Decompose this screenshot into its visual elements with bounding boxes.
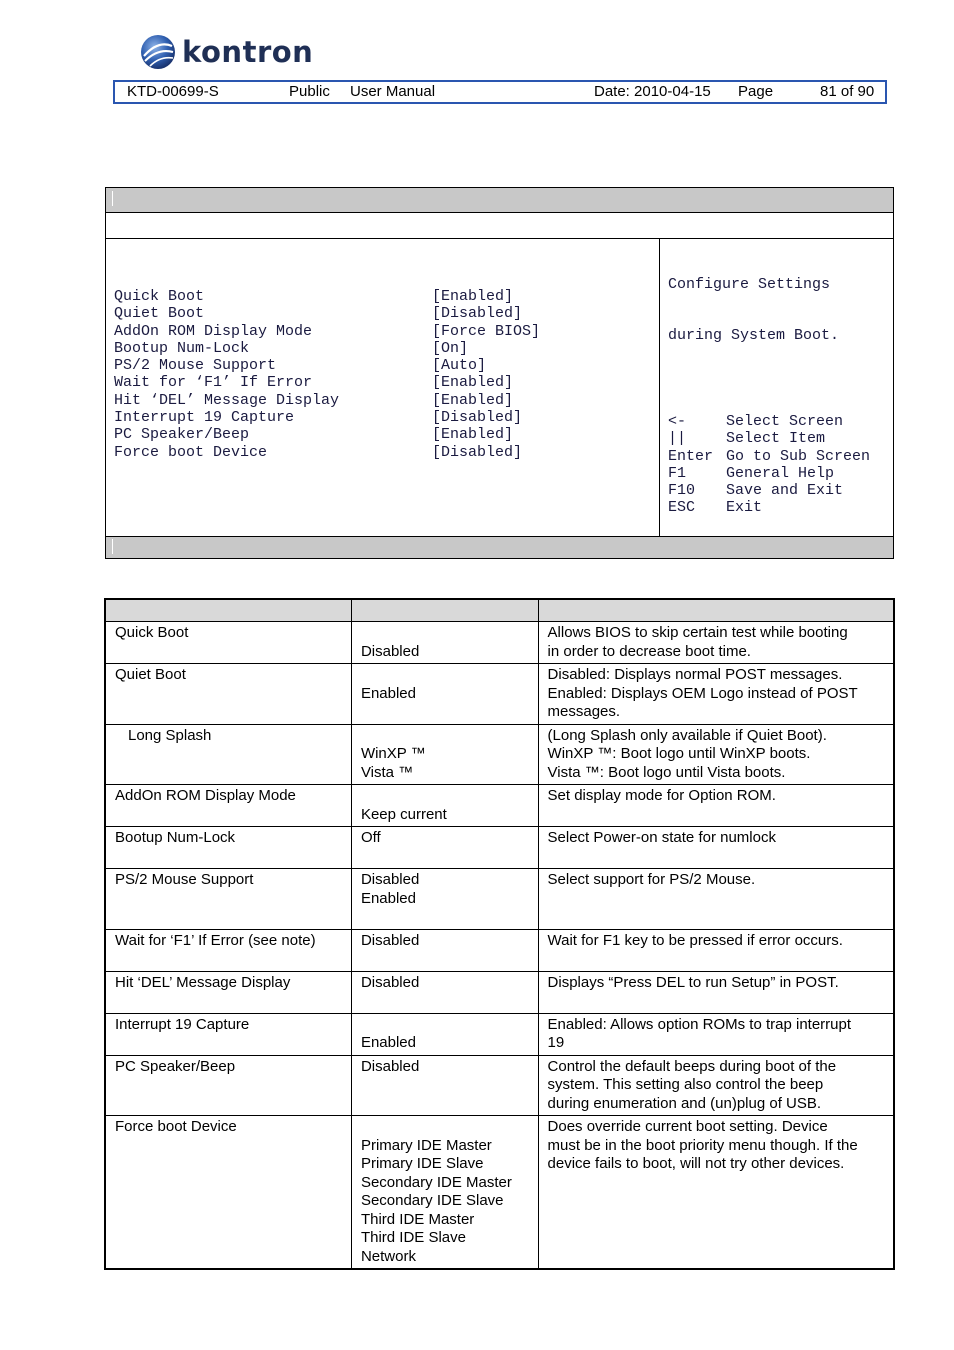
option-line: Third IDE Slave [360,1229,466,1246]
bios-screen [105,187,894,559]
option-line [361,1016,530,1035]
option-line: Disabled [360,973,420,991]
description-line: must be in the boot priority menu though. If the [547,1136,858,1154]
option-line: Third IDE Master [360,1210,475,1228]
logo-wordmark: kontron [182,35,314,69]
kontron-globe-icon [140,34,176,70]
option-line [361,1118,530,1137]
option-line: Secondary IDE Slave [360,1192,504,1209]
option-line: Vista ™ [360,763,414,781]
description-line: Wait for F1 key to be pressed if error occurs. [547,931,843,949]
option-line [361,992,530,1011]
table-header-cell [538,599,894,622]
bios-setting-value[interactable]: [Disabled] [432,409,523,427]
bios-divider [659,239,660,537]
description-line: Vista ™: Boot logo until Vista boots. [547,763,786,781]
bios-key-description: Select Item [726,430,826,448]
description-cell [538,1116,894,1270]
options-cell [351,827,538,869]
feature-cell: PC Speaker/Beep [105,1055,351,1116]
bios-footer-bar [106,536,893,558]
bios-setting-value[interactable]: [Enabled] [432,374,514,392]
description-line: Disabled: Displays normal POST messages. [547,666,843,683]
table-header-cell [351,599,538,622]
description-cell [538,827,894,869]
bios-setting-label: Quiet Boot [114,305,205,323]
page-label: Page [738,83,774,100]
feature-cell: PS/2 Mouse Support [105,869,351,930]
bios-subheader [106,213,893,239]
options-cell [351,869,538,930]
description-cell [538,869,894,930]
bios-setting-value[interactable]: [Force BIOS] [432,322,541,340]
document-header [113,80,887,104]
description-line: in order to decrease boot time. [547,642,751,660]
table-row [105,622,894,664]
description-line: Control the default beeps during boot of the [547,1057,837,1075]
description-cell [538,622,894,664]
options-cell [351,929,538,971]
option-line: Secondary IDE Master [360,1173,512,1191]
table-row [105,724,894,785]
bios-key-description: Save and Exit [726,482,844,500]
table-row [105,1013,894,1055]
description-cell [538,1055,894,1116]
option-line [361,848,530,867]
bios-key-description: Exit [726,499,763,517]
bios-key: F1 [668,464,687,482]
option-line: WinXP ™ [360,745,426,762]
doc-id: KTD-00699-S [127,83,219,100]
bios-key: || [668,430,687,448]
feature-cell: Hit ‘DEL’ Message Display [105,971,351,1013]
table-row [105,785,894,827]
options-cell [351,1055,538,1116]
options-cell [351,1013,538,1055]
option-line: Disabled [360,642,420,660]
description-line: device fails to boot, will not try other devices. [547,1155,845,1172]
option-line [361,908,530,927]
table-header-cell [105,599,351,622]
bios-setting-label: Hit ‘DEL’ Message Display [114,391,340,409]
description-cell [538,971,894,1013]
table-row [105,1116,894,1270]
feature-cell: Long Splash [105,724,351,785]
bios-key: Enter [668,447,714,465]
description-line: Set display mode for Option ROM. [547,787,776,804]
description-line: messages. [547,703,621,720]
help-line: Configure Settings [668,275,831,293]
description-line: Enabled: Displays OEM Logo instead of POST [547,684,858,702]
description-line: Displays “Press DEL to run Setup” in POST. [547,973,839,991]
description-line: during enumeration and (un)plug of USB. [547,1094,822,1112]
bios-setting-value[interactable]: [Auto] [432,357,487,375]
description-line: WinXP ™: Boot logo until WinXP boots. [547,745,811,762]
bios-setting-label: Quick Boot [114,288,205,305]
table-body [105,622,894,1270]
bios-setting-label: AddOn ROM Display Mode [114,322,313,340]
description-cell [538,1013,894,1055]
option-line: Network [360,1247,416,1265]
option-line: Enabled [360,684,416,702]
option-line [361,1076,530,1095]
bios-setting-label: PS/2 Mouse Support [114,357,277,375]
feature-cell: AddOn ROM Display Mode [105,785,351,827]
option-line: Disabled [360,931,420,949]
description-line: Select support for PS/2 Mouse. [547,871,756,888]
bios-setting-value[interactable]: [Disabled] [432,305,523,323]
table-row [105,971,894,1013]
options-cell [351,622,538,664]
help-line: during System Boot. [668,327,840,345]
bios-setting-label: Wait for ‘F1’ If Error [114,374,313,392]
feature-cell: Quick Boot [105,622,351,664]
feature-cell: Force boot Device [105,1116,351,1270]
bios-key-description: Go to Sub Screen [726,447,871,465]
feature-cell: Bootup Num-Lock [105,827,351,869]
bios-setting-label: Force boot Device [114,443,268,461]
bios-key-description: General Help [726,464,835,482]
bios-setting-value[interactable]: [Enabled] [432,426,514,444]
bios-setting-value[interactable]: [Disabled] [432,443,523,461]
table-row [105,827,894,869]
description-line: Does override current boot setting. Device [547,1118,828,1135]
bios-title-bar [106,188,893,213]
option-line: Primary IDE Master [360,1136,492,1154]
option-line: Enabled [360,1034,416,1051]
doc-date: Date: 2010-04-15 [594,83,711,100]
table-header-row [105,599,894,622]
description-cell [538,929,894,971]
option-line: Off [360,829,381,846]
description-line: Select Power-on state for numlock [547,829,776,846]
description-line: Allows BIOS to skip certain test while booting [547,624,848,641]
doc-type: User Manual [350,83,436,100]
table-row [105,929,894,971]
description-cell [538,664,894,725]
bios-setting-value[interactable]: [Enabled] [432,391,514,409]
bios-key: ESC [668,499,696,517]
description-line: 19 [547,1034,565,1051]
table-row [105,1055,894,1116]
option-line: Keep current [360,805,447,823]
bios-key: <- [668,413,687,430]
options-cell [351,1116,538,1270]
option-line [361,727,530,746]
option-line [361,950,530,969]
description-cell [538,724,894,785]
description-cell [538,785,894,827]
options-cell [351,785,538,827]
bios-help-text [668,241,839,379]
bios-key-description: Select Screen [726,413,844,430]
option-line: Primary IDE Slave [360,1155,484,1172]
table-row [105,869,894,930]
classification: Public [289,83,330,100]
options-cell [351,971,538,1013]
bios-setting-value[interactable]: [On] [432,339,469,357]
bios-setting-value[interactable]: [Enabled] [432,288,514,305]
feature-cell: Interrupt 19 Capture [105,1013,351,1055]
option-line [361,666,530,685]
feature-cell: Wait for ‘F1’ If Error (see note) [105,929,351,971]
option-line [361,624,530,643]
options-cell [351,664,538,725]
description-line: Enabled: Allows option ROMs to trap interrupt [547,1015,852,1033]
bios-key: F10 [668,482,696,500]
table-row [105,664,894,725]
description-line: system. This setting also control the beep [547,1076,824,1093]
option-line [361,1095,530,1114]
option-line [361,787,530,806]
description-line: (Long Splash only available if Quiet Boot). [547,726,827,744]
page-number: 81 of 90 [820,83,875,100]
feature-cell: Quiet Boot [105,664,351,725]
option-line: Disabled [360,1057,420,1075]
settings-description-table [104,598,895,1270]
options-cell [351,724,538,785]
option-line: Disabled [360,871,420,888]
bios-setting-label: Bootup Num-Lock [114,339,250,357]
bios-setting-label: PC Speaker/Beep [114,426,250,444]
bios-setting-label: Interrupt 19 Capture [114,409,295,427]
option-line: Enabled [360,889,416,907]
kontron-logo [140,32,313,72]
